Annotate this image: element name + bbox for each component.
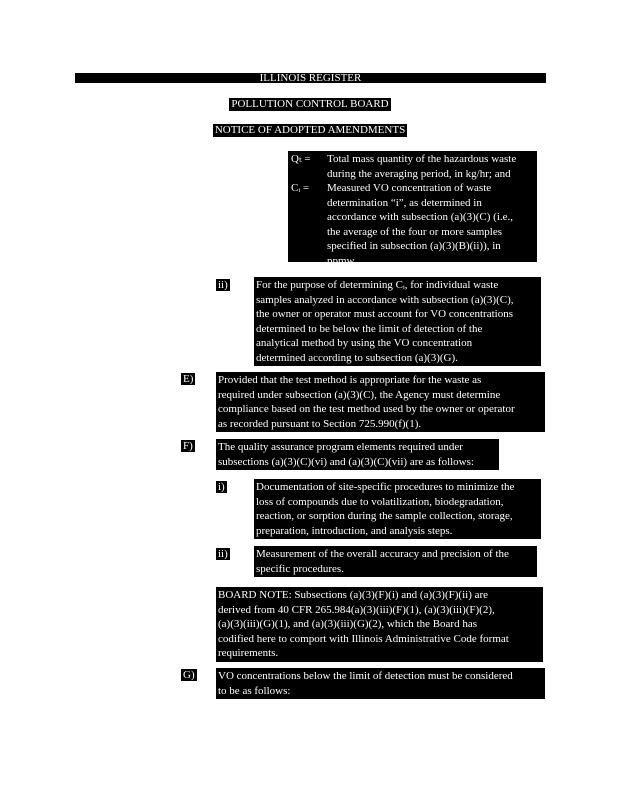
text-line: derived from 40 CFR 265.984(a)(3)(iii)(F)(1), (a)(3)(iii)(F)(2), [218,603,495,616]
item-f-label: F) [183,440,193,452]
board-title: POLLUTION CONTROL BOARD [231,98,389,110]
item-g-text [216,668,545,699]
text-line: (a)(3)(iii)(G)(1), and (a)(3)(iii)(G)(2), which the Board has [218,618,477,630]
text-line: The quality assurance program elements required under [218,441,463,453]
definition-line: determination “i”, as determined in [327,196,482,209]
text-line: Measurement of the overall accuracy and precision of the [256,548,509,560]
definition-line: Measured VO concentration of waste [327,182,492,194]
definition-symbol: Cᵢ = [291,182,310,194]
item-f-i-text [254,479,541,539]
text-line: determined to be below the limit of detection of the [256,322,483,335]
notice-title: NOTICE OF ADOPTED AMENDMENTS [214,124,406,136]
text-line: Documentation of site-specific procedures to minimize the [256,481,515,493]
definition-line: specified in subsection (a)(3)(B)(ii)), in [327,240,501,252]
text-line: reaction, or sorption during the sample collection, storage, [256,510,513,522]
text-line: analytical method by using the VO concentration [256,337,473,349]
definition-line: ppmw. [327,254,357,267]
text-line: preparation, introduction, and analysis steps. [256,524,453,537]
text-line: VO concentrations below the limit of detection must be considered [218,670,513,682]
text-line: Provided that the test method is appropriate for the waste as [218,374,482,386]
text-line: the owner or operator must account for VO concentrations [256,308,513,320]
text-line: as recorded pursuant to Section 725.990(f)(1). [218,417,422,430]
item-e-text [216,372,545,432]
text-line: codified here to comport with Illinois Administrative Code format [218,632,509,645]
item-ii-label: ii) [218,279,228,291]
item-e-label: E) [183,373,194,385]
definition-line: during the averaging period, in kg/hr; and [327,167,511,180]
text-line: subsections (a)(3)(C)(vi) and (a)(3)(C)(vii) are as follows: [218,455,474,468]
text-line: samples analyzed in accordance with subsection (a)(3)(C), [256,293,514,306]
definition-line: Total mass quantity of the hazardous waste [327,153,517,165]
register-title: ILLINOIS REGISTER [259,72,362,84]
text-line: compliance based on the test method used by the owner or operator [218,403,515,415]
text-line: required under subsection (a)(3)(C), the Agency must determine [218,388,501,401]
board-note [216,587,543,662]
item-ii-text [254,277,541,366]
item-g-label: G) [183,669,195,681]
text-line: loss of compounds due to volatilization, biodegradation, [256,495,504,508]
definition-symbol: Qₜ = [291,153,311,165]
text-line: to be as follows: [218,684,291,697]
text-line: specific procedures. [256,562,344,575]
text-line: BOARD NOTE: Subsections (a)(3)(F)(i) and (a)(3)(F)(ii) are [218,589,489,601]
item-f-text [216,439,499,470]
item-f-ii-text [254,546,537,577]
text-line: requirements. [218,647,279,659]
text-line: determined according to subsection (a)(3)(G). [256,351,458,364]
text-line: For the purpose of determining Cᵢ, for individual waste [256,279,499,291]
item-f-i-label: i) [218,481,225,493]
definition-line: the average of the four or more samples [327,225,503,238]
definition-line: accordance with subsection (a)(3)(C) (i.e., [327,211,514,223]
item-f-ii-label: ii) [218,548,228,560]
